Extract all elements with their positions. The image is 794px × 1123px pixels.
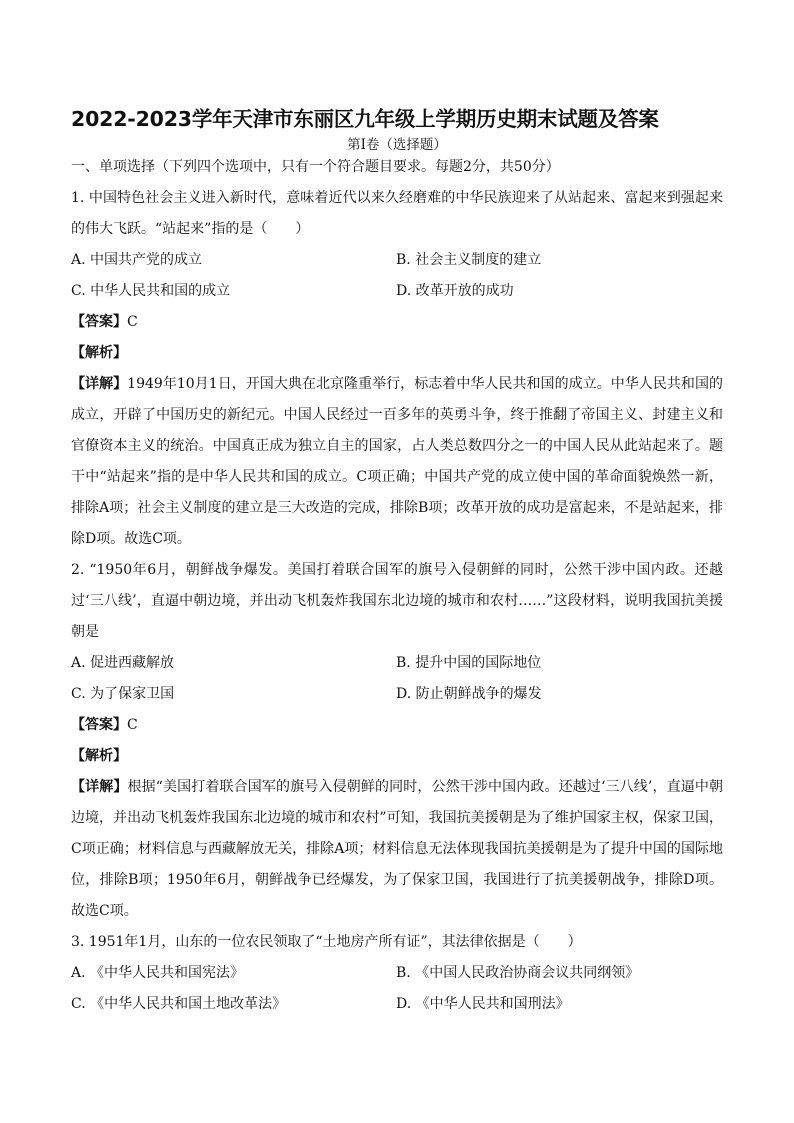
analysis-label: 【解析】 [71,748,127,764]
question-3 [71,927,723,1020]
analysis-label: 【解析】 [71,345,127,361]
detail-text: 根据“美国打着联合国军的旗号入侵朝鲜的同时，公然干涉中国内政。还越过‘三八线’，直逼中朝边境，并出动飞机轰炸我国东北边境的城市和农村”可知，我国抗美援朝是为了维护国家主权，保家卫国，C项正确；材料信息与西藏解放无关，排除A项；材料信息无法体现我国抗美援朝是为了提升中国的国际地位，排除B项；1950年6月，朝鲜战争已经爆发，为了保家卫国，我国进行了抗美援朝战争，排除D项。故选C项。 [71,779,724,919]
option-a: A. 促进西藏解放 [71,655,175,671]
detail-paragraph [71,772,723,927]
question-options [71,958,723,1020]
document-page [71,104,723,1020]
detail-label: 【详解】 [71,779,128,795]
detail-paragraph [71,369,723,555]
question-options [71,648,723,710]
answer-label: 【答案】 [71,717,127,733]
section-heading: 一、单项选择（下列四个选项中，只有一个符合题目要求。每题2分，共50分） [71,159,560,175]
option-c: C. 为了保家卫国 [71,686,175,702]
option-b: B. 提升中国的国际地位 [396,655,542,671]
option-d: D. 《中华人民共和国刑法》 [396,996,570,1012]
volume-title: 第I卷（选择题） [347,137,447,153]
option-d: D. 防止朝鲜战争的爆发 [396,686,542,702]
analysis-line [71,338,723,369]
answer-value: C [127,314,138,330]
option-b: B. 社会主义制度的建立 [396,252,542,268]
analysis-line [71,741,723,772]
detail-label: 【详解】 [71,376,128,392]
answer-line [71,710,723,741]
option-c: C. 中华人民共和国的成立 [71,283,231,299]
answer-line [71,307,723,338]
detail-text: 1949年10月1日，开国大典在北京隆重举行，标志着中华人民共和国的成立。中华人民共和国的成立，开辟了中国历史的新纪元。中国人民经过一百多年的英勇斗争，终于推翻了帝国主义、封建主义和官僚资本主义的统治。中国真正成为独立自主的国家，占人类总数四分之一的中国人民从此站起来了。题干中“站起来”指的是中华人民共和国的成立。C项正确；中国共产党的成立使中国的革命面貌焕然一新，排除A项；社会主义制度的建立是三大改造的完成，排除B项；改革开放的成功是富起来，不是站起来，排除D项。故选C项。 [71,376,723,547]
option-d: D. 改革开放的成功 [396,283,514,299]
question-stem: 2. “1950年6月，朝鲜战争爆发。美国打着联合国军的旗号入侵朝鲜的同时，公然干涉中国内政。还越过‘三八线’，直逼中朝边境，并出动飞机轰炸我国东北边境的城市和农村……”这段材料，说明我国抗美援朝是 [71,562,723,640]
option-a: A. 《中华人民共和国宪法》 [71,965,245,981]
question-options [71,245,723,307]
question-stem: 3. 1951年1月，山东的一位农民领取了“土地房产所有证”，其法律依据是（ ） [71,934,582,950]
question-2 [71,555,723,927]
answer-label: 【答案】 [71,314,127,330]
question-stem: 1. 中国特色社会主义进入新时代，意味着近代以来久经磨难的中华民族迎来了从站起来、富起来到强起来的伟大飞跃。“站起来”指的是（ ） [71,190,723,237]
answer-value: C [127,717,138,733]
option-b: B. 《中国人民政治协商会议共同纲领》 [396,965,640,981]
option-a: A. 中国共产党的成立 [71,252,203,268]
question-1 [71,183,723,555]
page-title: 2022-2023学年天津市东丽区九年级上学期历史期末试题及答案 [71,107,659,131]
option-c: C. 《中华人民共和国土地改革法》 [71,996,287,1012]
